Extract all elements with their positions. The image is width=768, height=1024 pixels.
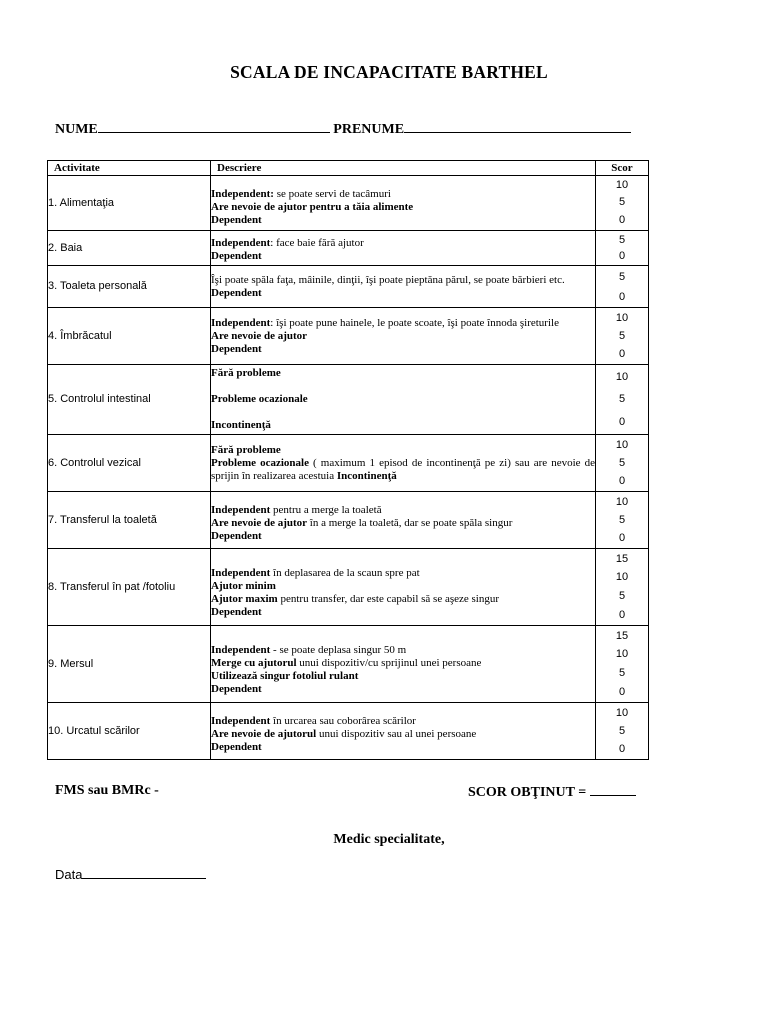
activity-cell: 10. Urcatul scărilor: [48, 703, 211, 760]
score-value: 0: [618, 608, 626, 621]
description-cell: [211, 365, 596, 435]
description-line: [211, 504, 595, 517]
score-value: 10: [615, 438, 629, 451]
description-line: [211, 287, 595, 300]
description-bold-text: Are nevoie de ajutorul: [211, 727, 317, 740]
description-bold-text: Incontinenţă: [336, 469, 397, 482]
description-bold-text: Independent: [211, 714, 271, 727]
description-line: [211, 567, 595, 580]
description-line: [211, 593, 595, 606]
score-value: 5: [618, 590, 626, 602]
description-line: [211, 715, 595, 728]
description-line: [211, 457, 595, 483]
activity-cell: 3. Toaleta personală: [48, 266, 211, 308]
activity-cell: 6. Controlul vezical: [48, 435, 211, 492]
activity-cell: 2. Baia: [48, 231, 211, 266]
description-cell: [211, 492, 596, 549]
description-line: [211, 201, 595, 214]
description-bold-text: Fără probleme: [211, 367, 281, 379]
description-text: în urcarea sau coborârea scărilor: [270, 714, 416, 727]
score-value: 0: [618, 475, 626, 488]
score-cell: [596, 176, 649, 231]
nume-blank: [98, 120, 330, 133]
score-cell: [596, 703, 649, 760]
description-line: [211, 644, 595, 657]
description-cell: [211, 703, 596, 760]
score-obtained: [468, 783, 636, 801]
description-text: unui dispozitiv sau al unei persoane: [316, 727, 477, 740]
description-line: [211, 606, 595, 619]
score-blank: [590, 783, 636, 796]
description-bold-text: Independent: [211, 316, 271, 329]
table-row: [48, 435, 649, 492]
score-value: 5: [618, 329, 626, 342]
activity-cell: 8. Transferul în pat /fotoliu: [48, 549, 211, 626]
score-cell: [596, 549, 649, 626]
score-cell: [596, 231, 649, 266]
score-obtained-label: SCOR OBŢINUT =: [468, 785, 590, 800]
score-cell: [596, 626, 649, 703]
description-line: [211, 406, 595, 419]
score-value: 15: [615, 629, 629, 642]
score-value: 5: [618, 233, 626, 246]
description-bold-text: Probleme ocazionale: [211, 456, 309, 469]
score-value: 15: [615, 552, 629, 565]
description-text: în deplasarea de la scaun spre pat: [270, 567, 420, 579]
description-cell: [211, 435, 596, 492]
score-cell: [596, 266, 649, 308]
header-activitate: Activitate: [48, 161, 211, 176]
description-line: [211, 419, 595, 432]
description-text: Îşi poate spăla faţa, mâinile, dinţii, îşi poate pieptăna părul, se poate bărbieri etc.: [211, 273, 565, 286]
description-line: [211, 250, 595, 263]
table-row: [48, 266, 649, 308]
activity-cell: 4. Îmbrăcatul: [48, 308, 211, 365]
date-blank: [82, 866, 206, 879]
description-bold-text: Dependent: [211, 342, 262, 355]
score-value: 0: [618, 348, 626, 361]
description-cell: [211, 176, 596, 231]
medic-signature-label: Medic specialitate,: [333, 832, 445, 847]
description-bold-text: Independent: [211, 644, 271, 656]
description-bold-text: Are nevoie de ajutor: [211, 329, 308, 342]
table-header-row: [48, 161, 649, 176]
description-bold-text: Independent: [211, 503, 271, 516]
score-value: 5: [618, 393, 626, 406]
score-cell: [596, 365, 649, 435]
description-bold-text: Are nevoie de ajutor: [211, 516, 308, 529]
score-value: 0: [618, 290, 626, 303]
description-bold-text: Dependent: [211, 250, 262, 262]
description-bold-text: Utilizează singur fotoliul rulant: [211, 670, 359, 682]
description-line: [211, 683, 595, 696]
description-bold-text: Ajutor minim: [211, 580, 276, 592]
description-bold-text: Incontinenţă: [211, 419, 271, 431]
description-text: unui dispozitiv/cu sprijinul unei persoane: [296, 657, 482, 669]
score-value: 0: [618, 743, 626, 756]
description-line: [211, 517, 595, 530]
score-value: 5: [618, 456, 626, 469]
table-row: [48, 626, 649, 703]
description-line: [211, 367, 595, 380]
description-bold-text: Independent:: [211, 187, 274, 200]
score-value: 10: [615, 495, 629, 508]
table-row: [48, 308, 649, 365]
score-value: 10: [615, 706, 629, 719]
description-line: [211, 317, 595, 330]
description-bold-text: Dependent: [211, 529, 262, 542]
table-row: [48, 365, 649, 435]
nume-label: NUME: [55, 122, 98, 137]
description-line: [211, 393, 595, 406]
description-bold-text: Dependent: [211, 286, 262, 299]
activity-cell: 1. Alimentaţia: [48, 176, 211, 231]
description-text: se poate servi de tacâmuri: [273, 187, 391, 200]
description-text: ( maximum 1 episod de incontinenţă pe zi) sau are nevoie de sprijin în realizarea acestuia: [211, 456, 595, 482]
description-text: în a merge la toaletă, dar se poate spăla singur: [307, 516, 513, 529]
description-line: [211, 670, 595, 683]
description-text: pentru transfer, dar este capabil să se aşeze singur: [277, 593, 500, 605]
description-bold-text: Merge cu ajutorul: [211, 657, 297, 669]
score-cell: [596, 308, 649, 365]
description-line: [211, 580, 595, 593]
score-value: 0: [618, 685, 626, 698]
score-value: 0: [618, 213, 626, 226]
score-value: 10: [615, 370, 629, 383]
score-cell: [596, 492, 649, 549]
score-value: 10: [615, 311, 629, 324]
score-value: 5: [618, 270, 626, 283]
description-bold-text: Dependent: [211, 683, 262, 695]
description-line: [211, 237, 595, 250]
prenume-blank: [404, 120, 631, 133]
activity-cell: 5. Controlul intestinal: [48, 365, 211, 435]
description-bold-text: Ajutor maxim: [211, 593, 278, 605]
description-text: pentru a merge la toaletă: [270, 503, 382, 516]
description-line: [211, 741, 595, 754]
table-row: [48, 703, 649, 760]
description-bold-text: Dependent: [211, 213, 262, 226]
description-line: [211, 444, 595, 457]
score-value: 10: [615, 178, 629, 191]
description-bold-text: Independent: [211, 567, 271, 579]
description-cell: [211, 626, 596, 703]
description-line: [211, 657, 595, 670]
description-line: [211, 330, 595, 343]
description-bold-text: Dependent: [211, 740, 262, 753]
header-scor: Scor: [596, 161, 649, 176]
score-value: 5: [618, 667, 626, 679]
score-value: 5: [618, 513, 626, 526]
description-cell: [211, 266, 596, 308]
page-title: SCALA DE INCAPACITATE BARTHEL: [230, 62, 548, 82]
description-bold-text: Independent: [211, 237, 271, 249]
prenume-label: PRENUME: [333, 122, 405, 137]
description-cell: [211, 231, 596, 266]
description-line: [211, 343, 595, 356]
description-line: [211, 274, 595, 287]
description-line: [211, 188, 595, 201]
table-row: [48, 492, 649, 549]
score-value: 0: [618, 532, 626, 545]
score-cell: [596, 435, 649, 492]
score-value: 5: [618, 196, 626, 209]
table-row: [48, 176, 649, 231]
score-value: 0: [618, 415, 626, 428]
description-cell: [211, 549, 596, 626]
description-text: : face baie fără ajutor: [270, 237, 364, 249]
date-field: [55, 866, 206, 882]
description-text: : îşi poate pune hainele, le poate scoate, îşi poate înnoda şireturile: [270, 316, 559, 329]
description-text: - se poate deplasa singur 50 m: [270, 644, 407, 656]
activity-cell: 9. Mersul: [48, 626, 211, 703]
score-value: 10: [615, 571, 629, 584]
description-bold-text: Fără probleme: [211, 443, 281, 456]
activity-cell: 7. Transferul la toaletă: [48, 492, 211, 549]
description-line: [211, 530, 595, 543]
description-bold-text: Probleme ocazionale: [211, 393, 308, 405]
table-row: [48, 231, 649, 266]
score-value: 10: [615, 648, 629, 661]
score-value: 5: [618, 724, 626, 737]
barthel-table: [47, 160, 649, 760]
description-line: [211, 380, 595, 393]
description-line: [211, 214, 595, 227]
table-row: [48, 549, 649, 626]
header-descriere: Descriere: [211, 161, 596, 176]
table-body: [48, 176, 649, 760]
name-fields: [55, 120, 631, 138]
description-bold-text: Are nevoie de ajutor pentru a tăia alimente: [211, 200, 414, 213]
score-value: 0: [618, 250, 626, 262]
date-label: Data: [55, 867, 83, 882]
description-cell: [211, 308, 596, 365]
fms-label: FMS sau BMRc -: [55, 783, 159, 798]
description-line: [211, 728, 595, 741]
description-bold-text: Dependent: [211, 606, 262, 618]
